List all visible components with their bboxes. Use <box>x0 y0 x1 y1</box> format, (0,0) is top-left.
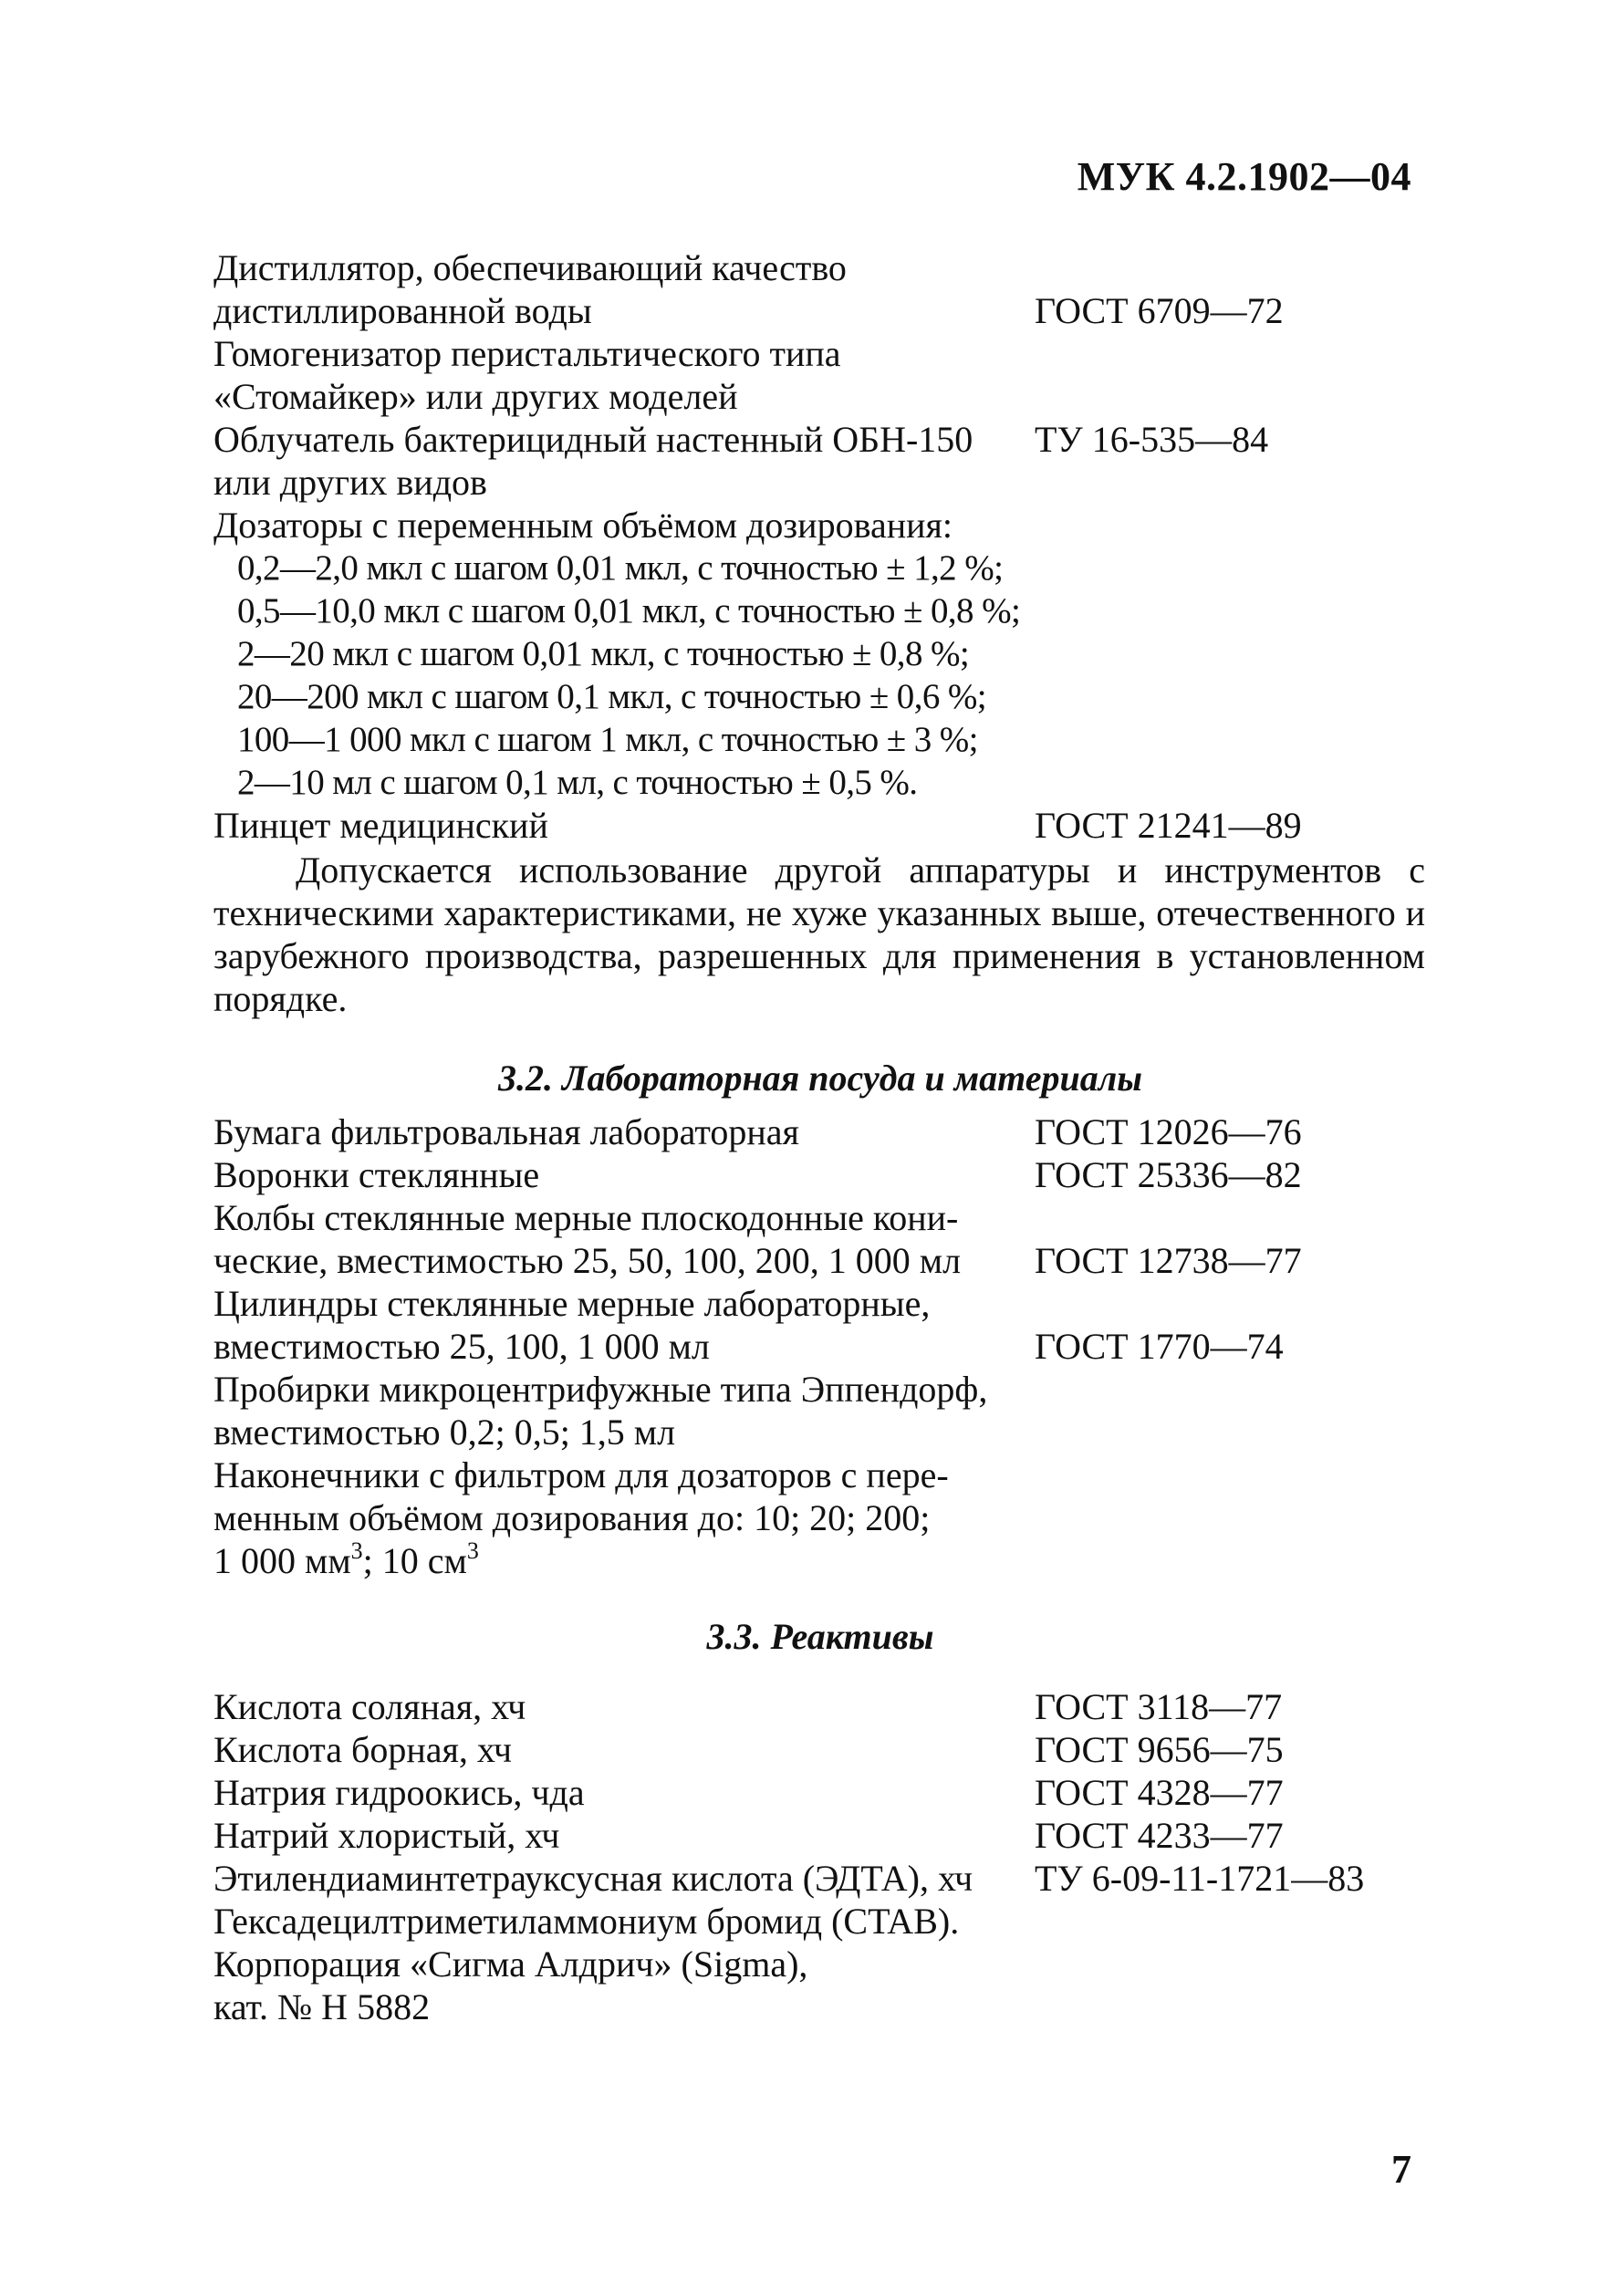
item-name: или других видов <box>213 462 487 503</box>
section-heading-labware: 3.2. Лабораторная посуда и материалы <box>498 1058 1142 1099</box>
list-item-line <box>213 1814 1427 1857</box>
item-name: Дозаторы с переменным объёмом дозирования: <box>213 505 953 546</box>
item-reference: ГОСТ 6709—72 <box>1035 290 1284 331</box>
list-item-line <box>213 375 1427 418</box>
item-reference: ГОСТ 21241—89 <box>1035 805 1302 846</box>
item-reference: ГОСТ 4233—77 <box>1035 1815 1284 1856</box>
list-item-line <box>213 332 1427 375</box>
list-item-line <box>213 1110 1427 1153</box>
item-name: Пинцет медицинский <box>213 805 548 846</box>
item-name: Наконечники с фильтром для дозаторов с пере- <box>213 1454 949 1495</box>
item-reference: ГОСТ 4328—77 <box>1035 1772 1284 1813</box>
item-name: «Стомайкер» или других моделей <box>213 376 738 417</box>
doser-spec: 0,2—2,0 мкл с шагом 0,01 мкл, с точностью ± 1,2 %; <box>237 548 1004 588</box>
list-item-dosers-title <box>213 504 1427 547</box>
text-fragment: 1 000 мм <box>213 1540 351 1581</box>
list-item-line <box>213 1239 1427 1282</box>
list-item-line <box>213 1368 1427 1411</box>
item-name: дистиллированной воды <box>213 290 592 331</box>
list-item-line <box>213 289 1427 332</box>
reagents-list <box>213 1685 1427 2028</box>
item-name: Дистиллятор, обеспечивающий качество <box>213 247 847 288</box>
list-item-line <box>213 1196 1427 1239</box>
item-reference: ГОСТ 12738—77 <box>1035 1240 1302 1281</box>
item-name: Бумага фильтровальная лабораторная <box>213 1111 799 1152</box>
list-item-line <box>213 1496 1427 1539</box>
item-name: Воронки стеклянные <box>213 1154 540 1195</box>
list-item-line <box>213 1857 1427 1900</box>
doser-spec: 0,5—10,0 мкл с шагом 0,01 мкл, с точностью ± 0,8 %; <box>237 591 1021 630</box>
item-name: ческие, вместимостью 25, 50, 100, 200, 1 000 мл <box>213 1240 962 1281</box>
item-name: вместимостью 0,2; 0,5; 1,5 мл <box>213 1412 676 1453</box>
item-name: Кислота соляная, хч <box>213 1686 526 1727</box>
superscript: 3 <box>466 1537 479 1564</box>
equipment-list <box>213 246 1427 504</box>
item-reference: ГОСТ 25336—82 <box>1035 1154 1302 1195</box>
item-name: Натрия гидроокись, чда <box>213 1772 585 1813</box>
item-name <box>213 1539 1035 1582</box>
doser-spec: 20—200 мкл с шагом 0,1 мкл, с точностью ± 0,6 %; <box>237 677 987 716</box>
item-reference: ГОСТ 3118—77 <box>1035 1686 1283 1727</box>
list-item-line <box>213 1728 1427 1771</box>
doser-spec: 2—10 мл с шагом 0,1 мл, с точностью ± 0,5 %. <box>237 763 918 802</box>
item-name: Гексадецилтриметиламмониум бромид (CTAB). <box>213 1901 960 1942</box>
item-reference: ГОСТ 1770—74 <box>1035 1326 1284 1367</box>
item-name: Пробирки микроцентрифужные типа Эппендорф, <box>213 1369 988 1410</box>
section-heading-reagents: 3.3. Реактивы <box>706 1616 934 1657</box>
list-item-line <box>213 246 1427 289</box>
list-item-line-tips-volume <box>213 1539 1427 1582</box>
list-item-line <box>213 1771 1427 1814</box>
doser-spec: 2—20 мкл с шагом 0,01 мкл, с точностью ± 0,8 %; <box>237 634 970 673</box>
item-name: Этилендиаминтетрауксусная кислота (ЭДТА), хч <box>213 1858 973 1899</box>
item-reference: ТУ 6-09-11-1721—83 <box>1035 1858 1365 1899</box>
item-name: менным объёмом дозирования до: 10; 20; 200; <box>213 1497 931 1538</box>
item-name: Облучатель бактерицидный настенный ОБН-150 <box>213 419 973 460</box>
dosers-list <box>213 547 1427 804</box>
page-content <box>213 246 1427 2028</box>
item-name: Натрий хлористый, хч <box>213 1815 560 1856</box>
labware-list <box>213 1110 1427 1539</box>
item-reference: ГОСТ 12026—76 <box>1035 1111 1302 1152</box>
list-item-line <box>213 1454 1427 1496</box>
page-number: 7 <box>1391 2147 1411 2192</box>
list-item-line <box>213 1900 1427 1943</box>
text-fragment: ; 10 см <box>362 1540 467 1581</box>
list-item-line <box>213 1943 1427 1985</box>
list-item-line <box>213 1325 1427 1368</box>
doser-spec: 100—1 000 мкл с шагом 1 мкл, с точностью ± 3 %; <box>237 720 978 759</box>
item-name: Колбы стеклянные мерные плоскодонные кони- <box>213 1197 959 1238</box>
list-item-line <box>213 1685 1427 1728</box>
document-id-header: МУК 4.2.1902—04 <box>1077 154 1411 199</box>
list-item-line <box>213 1282 1427 1325</box>
list-item-line <box>213 1153 1427 1196</box>
list-item-tweezers <box>213 804 1427 847</box>
list-item-line <box>213 1411 1427 1454</box>
list-item-line <box>213 1985 1427 2028</box>
list-item-line <box>213 461 1427 504</box>
item-reference: ГОСТ 9656—75 <box>1035 1729 1284 1770</box>
item-name: Корпорация «Сигма Алдрич» (Sigma), <box>213 1943 808 1985</box>
item-name: вместимостью 25, 100, 1 000 мл <box>213 1326 710 1367</box>
superscript: 3 <box>350 1537 363 1564</box>
item-name: Кислота борная, хч <box>213 1729 513 1770</box>
item-name: Гомогенизатор перистальтического типа <box>213 333 841 374</box>
list-item-line <box>213 418 1427 461</box>
item-reference: ТУ 16-535—84 <box>1035 419 1269 460</box>
item-name: Цилиндры стеклянные мерные лабораторные, <box>213 1283 931 1324</box>
item-name: кат. № Н 5882 <box>213 1986 431 2027</box>
equipment-note: Допускается использование другой аппаратуры и инструментов с техническими характеристиками, не хуже указанных выше, отечественного и зарубежного производства, разрешенных для применения в установленном порядке. <box>213 849 1425 1019</box>
